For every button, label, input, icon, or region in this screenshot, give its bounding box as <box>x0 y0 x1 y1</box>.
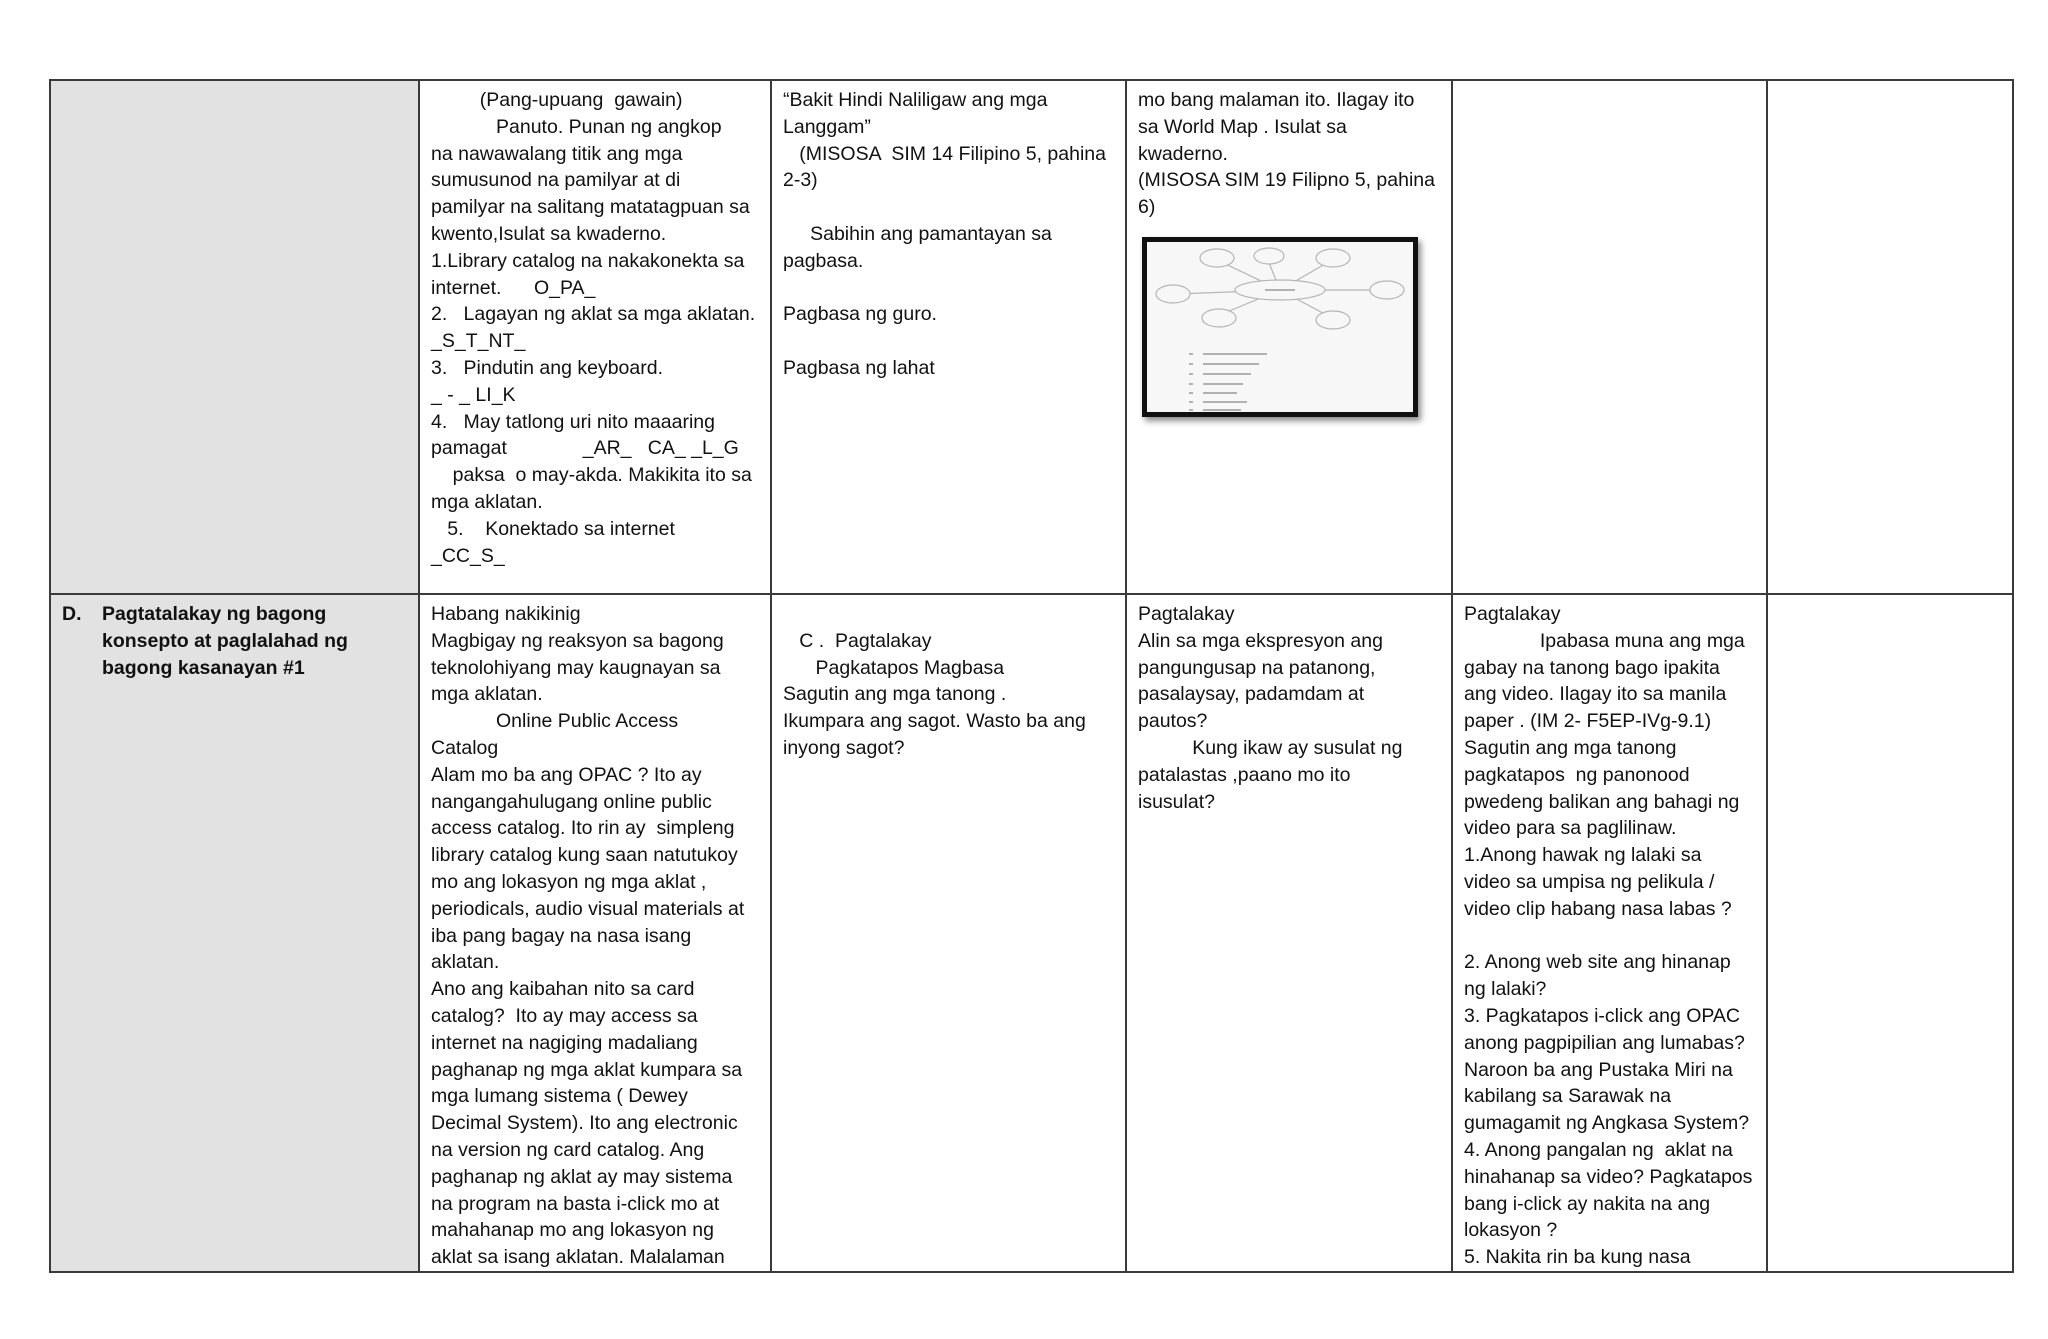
text-line: 4. Anong pangalan ng aklat na <box>1464 1138 1733 1161</box>
text-line: mo ang lokasyon ng mga aklat , <box>431 870 707 893</box>
text-line: pamilyar na salitang matatagpuan sa <box>431 196 750 219</box>
text-line: Pagtatalakay ng bagong <box>102 603 327 625</box>
text-line: na program na basta i-click mo at <box>431 1192 720 1215</box>
text-line: _S_T_NT_ <box>431 330 526 353</box>
text-line: ng lalaki? <box>1464 978 1547 1001</box>
text-line <box>783 328 1115 355</box>
text-line: 4. May tatlong uri nito maaaring <box>431 410 715 433</box>
text-line: bagong kasanayan #1 <box>102 656 305 679</box>
text-line: pangungusap na patanong, <box>1138 656 1376 679</box>
text-line: sa World Map . Isulat sa <box>1138 115 1347 138</box>
text-line: paghanap ng mga aklat kumpara sa <box>431 1058 743 1081</box>
text-line: Pagbasa ng guro. <box>783 303 937 326</box>
cell-text <box>1138 601 1441 815</box>
day3-cell <box>1126 80 1452 594</box>
text-line: nangangahulugang online public <box>431 790 712 813</box>
text-line: mga aklatan. <box>431 683 543 706</box>
day3-cell <box>1126 594 1452 1272</box>
text-line: (Pang-upuang gawain) <box>431 89 683 111</box>
text-line: mga lumang sistema ( Dewey <box>431 1085 688 1108</box>
text-line: hinahanap sa video? Pagkatapos <box>1464 1165 1753 1188</box>
day1-cell <box>419 594 771 1272</box>
text-line: gumagamit ng Angkasa System? <box>1464 1112 1750 1135</box>
text-line: sumusunod na pamilyar at di <box>431 169 681 192</box>
text-line: Magbigay ng reaksyon sa bagong <box>431 629 724 652</box>
text-line: internet. O_PA_ <box>431 276 596 299</box>
cell-text <box>783 87 1115 382</box>
row-label-cell <box>50 80 419 594</box>
day5-cell <box>1767 80 2013 594</box>
text-line: pwedeng balikan ang bahagi ng <box>1464 790 1740 813</box>
diagram-graphic <box>1147 242 1413 412</box>
text-line: Pagkatapos Magbasa <box>783 656 1005 679</box>
text-line: Pagtalakay <box>1464 603 1561 625</box>
text-line: mahahanap mo ang lokasyon ng <box>431 1219 714 1242</box>
text-line: 6) <box>1138 196 1156 219</box>
lesson-plan-table <box>49 79 2014 1273</box>
day2-cell <box>771 80 1126 594</box>
text-line: video sa umpisa ng pelikula / <box>1464 870 1715 893</box>
section-heading <box>62 601 408 681</box>
text-line: 2. Lagayan ng aklat sa mga aklatan. <box>431 303 756 326</box>
text-line: periodicals, audio visual materials at <box>431 897 745 920</box>
text-line: kabilang sa Sarawak na <box>1464 1085 1672 1108</box>
text-line: paghanap ng aklat ay may sistema <box>431 1165 733 1188</box>
section-letter: D. <box>62 603 82 625</box>
text-line: 2-3) <box>783 169 818 192</box>
text-line: C . Pagtalakay <box>783 629 932 652</box>
text-line: access catalog. Ito rin ay simpleng <box>431 817 735 840</box>
text-line: patalastas ,paano mo ito <box>1138 763 1351 786</box>
text-line: video para sa paglilinaw. <box>1464 817 1677 840</box>
text-line: Naroon ba ang Pustaka Miri na <box>1464 1058 1733 1081</box>
text-line: pasalaysay, padamdam at <box>1138 683 1365 706</box>
day4-cell <box>1452 80 1767 594</box>
text-line: pagbasa. <box>783 249 864 272</box>
text-line: Catalog <box>431 736 499 759</box>
text-line: Alam mo ba ang OPAC ? Ito ay <box>431 763 702 786</box>
text-line: “Bakit Hindi Naliligaw ang mga <box>783 89 1048 111</box>
day5-cell <box>1767 594 2013 1272</box>
text-line <box>783 275 1115 302</box>
text-line: Habang nakikinig <box>431 603 581 625</box>
text-line: konsepto at paglalahad ng <box>102 629 348 652</box>
text-line: aklatan. <box>431 951 500 974</box>
text-line: internet na nagiging madaliang <box>431 1031 698 1054</box>
text-line: Ipabasa muna ang mga <box>1464 629 1745 652</box>
day1-cell <box>419 80 771 594</box>
text-line <box>783 194 1115 221</box>
day4-cell <box>1452 594 1767 1272</box>
text-line: Panuto. Punan ng angkop <box>431 115 722 138</box>
section-title <box>102 601 408 681</box>
cell-text <box>431 601 760 1271</box>
text-line: _CC_S_ <box>431 544 505 567</box>
text-line: teknolohiyang may kaugnayan sa <box>431 656 721 679</box>
text-line: library catalog kung saan natutukoy <box>431 844 738 867</box>
text-line: Sagutin ang mga tanong <box>1464 736 1677 759</box>
cell-text <box>1464 601 1756 1271</box>
text-line: Pagbasa ng lahat <box>783 356 935 379</box>
cell-text <box>783 601 1115 762</box>
text-line: mga aklatan. <box>431 490 543 513</box>
text-line: 1.Library catalog na nakakonekta sa <box>431 249 745 272</box>
text-line: 1.Anong hawak ng lalaki sa <box>1464 844 1702 867</box>
text-line: na nawawalang titik ang mga <box>431 142 683 165</box>
text-line: (MISOSA SIM 19 Filipno 5, pahina <box>1138 169 1435 192</box>
text-line <box>783 601 1115 628</box>
text-line: Ikumpara ang sagot. Wasto ba ang <box>783 710 1086 733</box>
text-line: na version ng card catalog. Ang <box>431 1138 705 1161</box>
text-line: (MISOSA SIM 14 Filipino 5, pahina <box>783 142 1106 165</box>
row-label-cell <box>50 594 419 1272</box>
text-line: isusulat? <box>1138 790 1215 813</box>
text-line: 3. Pindutin ang keyboard. <box>431 356 663 379</box>
text-line: anong pagpipilian ang lumabas? <box>1464 1031 1745 1054</box>
text-line <box>1464 923 1756 950</box>
text-line: paksa o may-akda. Makikita ito sa <box>431 464 752 487</box>
text-line: video clip habang nasa labas ? <box>1464 897 1732 920</box>
text-line: catalog? Ito ay may access sa <box>431 1004 698 1027</box>
text-line: gabay na tanong bago ipakita <box>1464 656 1720 679</box>
text-line: paper . (IM 2- F5EP-IVg-9.1) <box>1464 710 1712 733</box>
text-line: 5. Nakita rin ba kung nasa <box>1464 1246 1691 1269</box>
text-line: 2. Anong web site ang hinanap <box>1464 951 1731 974</box>
text-line: pamagat _AR_ CA_ _L_G <box>431 437 739 460</box>
text-line: lokasyon ? <box>1464 1219 1558 1242</box>
text-line: 3. Pagkatapos i-click ang OPAC <box>1464 1004 1741 1027</box>
text-line: mo bang malaman ito. Ilagay ito <box>1138 89 1415 111</box>
cell-text <box>1138 87 1441 221</box>
diagram-thumbnail <box>1142 237 1418 417</box>
text-line: aklat sa isang aklatan. Malalaman <box>431 1246 725 1269</box>
text-line: bang i-click ay nakita na ang <box>1464 1192 1711 1215</box>
text-line: Sabihin ang pamantayan sa <box>783 222 1052 245</box>
text-line: pautos? <box>1138 710 1208 733</box>
table-row <box>50 594 2013 1272</box>
cell-text <box>431 87 760 569</box>
table-row <box>50 80 2013 594</box>
text-line: kwento,Isulat sa kwaderno. <box>431 222 667 245</box>
day2-cell <box>771 594 1126 1272</box>
text-line: inyong sagot? <box>783 736 905 759</box>
text-line: Online Public Access <box>431 710 679 733</box>
text-line: 5. Konektado sa internet <box>431 517 675 540</box>
text-line: Decimal System). Ito ang electronic <box>431 1112 738 1135</box>
text-line: Ano ang kaibahan nito sa card <box>431 978 695 1001</box>
text-line: iba pang bagay na nasa isang <box>431 924 692 947</box>
text-line: Langgam” <box>783 115 871 138</box>
text-line: Kung ikaw ay susulat ng <box>1138 736 1403 759</box>
text-line: _ - _ LI_K <box>431 383 516 406</box>
text-line: Pagtalakay <box>1138 603 1235 625</box>
text-line: pagkatapos ng panonood <box>1464 763 1690 786</box>
text-line: kwaderno. <box>1138 142 1228 165</box>
text-line: Alin sa mga ekspresyon ang <box>1138 629 1383 652</box>
text-line: Sagutin ang mga tanong . <box>783 683 1007 706</box>
text-line: ang video. Ilagay ito sa manila <box>1464 683 1727 706</box>
